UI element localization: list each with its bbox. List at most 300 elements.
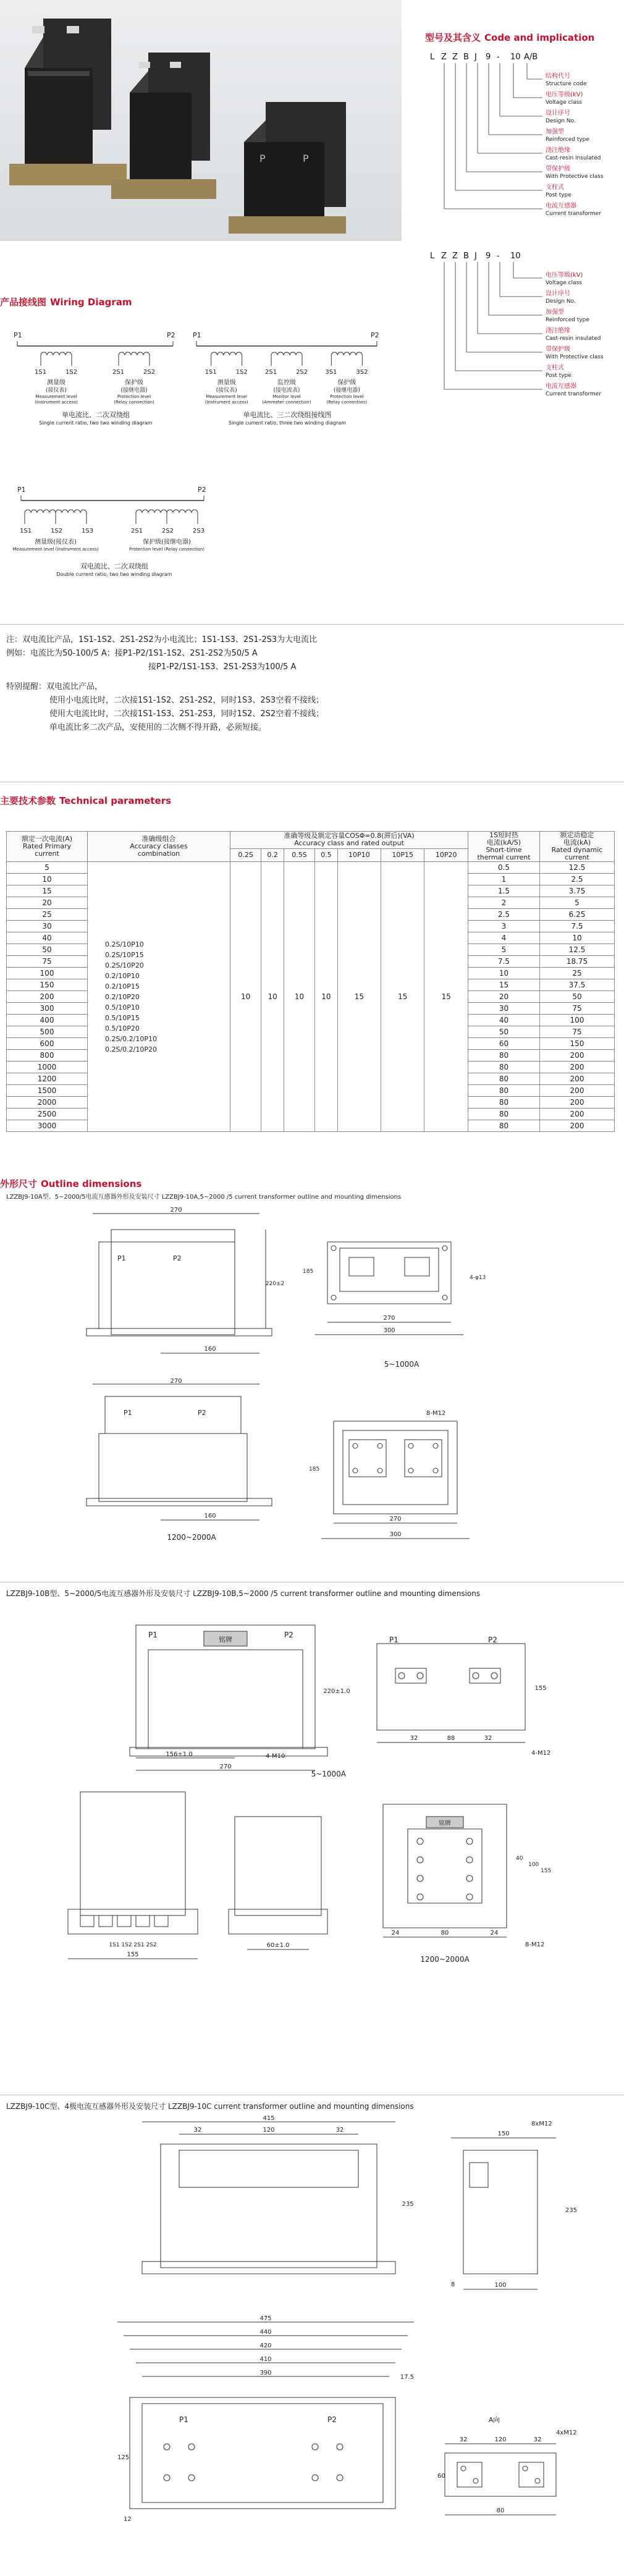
drawing-label: Protection level (Relay connection) xyxy=(129,547,204,552)
drawing-label: 220±2 xyxy=(265,1281,284,1287)
header-acc-col: 0.2S xyxy=(230,848,261,861)
cell-rated-current: 2000 xyxy=(7,1097,88,1109)
outline-title-en: Outline dimensions xyxy=(41,1178,142,1189)
drawing-label: 双电流比、二次双绕组 xyxy=(80,562,148,570)
code-section-title xyxy=(425,31,594,44)
outline-a1-front xyxy=(80,1205,284,1378)
drawing-label: Post type xyxy=(546,373,571,379)
drawing-label: P1 xyxy=(117,1254,126,1262)
coil-winding xyxy=(331,352,362,355)
drawing-circle xyxy=(377,1468,382,1473)
drawing-label: 17.5 xyxy=(400,2374,414,2381)
wiring-section-title xyxy=(0,295,132,308)
drawing-circle xyxy=(164,2475,170,2481)
wiring-diagram-1 xyxy=(6,327,192,433)
cell-thermal: 30 xyxy=(468,1003,540,1015)
combo-item: 0.2/10P10 xyxy=(105,971,140,980)
outline-b1-front xyxy=(124,1607,358,1780)
drawing-label: 1S2 xyxy=(51,528,63,534)
code-tree-1 xyxy=(425,48,623,227)
combo-item: 0.2/10P20 xyxy=(105,992,140,1001)
drawing-label: 300 xyxy=(389,1531,402,1538)
drawing-label: Cast-resin insulated xyxy=(546,336,601,342)
cell-rated-current: 25 xyxy=(7,909,88,921)
code-title-cn: 型号及其含义 xyxy=(425,32,481,43)
outline-sub-b: LZZBJ9-10B型、5~2000/5电流互感器外形及安装尺寸 LZZBJ9-10B,5~2000 /5 current transformer outline and mounting dimensions xyxy=(6,1589,481,1598)
cell-thermal: 10 xyxy=(468,968,540,979)
wiring-title-en: Wiring Diagram xyxy=(50,297,132,308)
header-accuracy-class xyxy=(230,832,468,849)
drawing-label: 120 xyxy=(494,2436,507,2443)
drawing-label: 150 xyxy=(497,2130,510,2137)
coil-winding xyxy=(41,352,72,355)
drawing-label: 监控级 xyxy=(277,379,296,386)
drawing-circle xyxy=(466,1838,473,1844)
drawing-label: 156±1.0 xyxy=(166,1751,193,1758)
drawing-circle xyxy=(188,2444,195,2450)
drawing-label: P2 xyxy=(488,1636,497,1644)
drawing-label: 电压等级(kV) xyxy=(546,91,583,98)
cell-thermal: 15 xyxy=(468,979,540,991)
header-text: current xyxy=(35,850,59,858)
drawing-label: Single current ratio, three two winding diagram xyxy=(229,420,346,426)
drawing-label: 保护级 xyxy=(337,379,356,386)
cell-rated-current: 40 xyxy=(7,932,88,944)
cell-dynamic: 200 xyxy=(540,1050,615,1062)
drawing-label: 270 xyxy=(170,1207,182,1214)
cell-rated-current: 1200 xyxy=(7,1073,88,1085)
drawing-label: 支柱式 xyxy=(546,184,564,191)
cell-dynamic: 200 xyxy=(540,1073,615,1085)
drawing-label: 结构代号 xyxy=(546,73,570,80)
cell-dynamic: 200 xyxy=(540,1120,615,1132)
drawing-label: 1S1 xyxy=(20,528,32,534)
note-line-3: 接P1-P2/1S1-1S3、2S1-2S3为100/5 A xyxy=(148,662,297,672)
drawing-label: 410 xyxy=(259,2356,272,2363)
drawing-label: 5~1000A xyxy=(384,1360,420,1369)
drawing-circle xyxy=(353,1443,358,1448)
drawing-b1-front xyxy=(124,1607,358,1780)
outline-sub-a: LZZBJ9-10A型、5~2000/5电流互感器外形及安装尺寸 LZZBJ9-10A,5~2000 /5 current transformer outline and mounting dimensions xyxy=(6,1194,402,1201)
drawing-label: Current transformer xyxy=(546,211,602,217)
drawing-label: P1 xyxy=(14,331,22,339)
drawing-label: 1S2 xyxy=(235,369,248,376)
cell-rated-current: 100 xyxy=(7,968,88,979)
note-line-2: 例如：电流比为50-100/5 A；接P1-P2/1S1-1S2、2S1-2S2为50/5 A xyxy=(6,649,258,658)
drawing-label: With Protective class xyxy=(546,174,604,180)
combo-item: 0.5/10P10 xyxy=(105,1003,140,1011)
drawing-label: 60 xyxy=(437,2473,445,2480)
cell-rated-current: 20 xyxy=(7,897,88,909)
drawing-rect xyxy=(405,1257,429,1276)
drawing-label: - xyxy=(497,53,500,62)
drawing-label: 10 xyxy=(510,251,521,261)
coil-winding xyxy=(25,510,86,513)
drawing-label: 300 xyxy=(383,1327,395,1334)
wiring-schematic-3 xyxy=(12,482,272,606)
outline-c1-front xyxy=(124,2113,420,2305)
cell-thermal: 1.5 xyxy=(468,885,540,897)
drawing-label: 160 xyxy=(204,1346,216,1353)
drawing-circle xyxy=(433,1468,438,1473)
drawing-label: 带保护级 xyxy=(546,346,570,353)
drawing-label: A/B xyxy=(524,53,538,62)
drawing-label: 浇注绝缘 xyxy=(546,327,570,334)
drawing-label: Z xyxy=(452,53,458,62)
outline-a2-front xyxy=(80,1378,284,1545)
drawing-circle xyxy=(312,2444,318,2450)
tech-title-cn: 主要技术参数 xyxy=(0,795,56,806)
drawing-circle xyxy=(523,2466,528,2471)
drawing-label: P1 xyxy=(148,1631,158,1639)
outline-sub-c: LZZBJ9-10C型、4极电流互感器外形及安装尺寸 LZZBJ9-10C current transformer outline and mounting dimensions xyxy=(6,2102,414,2111)
drawing-label: 单电流比、二次双绕组 xyxy=(62,411,130,419)
header-acc-col: 0.5 xyxy=(315,848,338,861)
drawing-rect xyxy=(179,2150,358,2187)
drawing-label: 440 xyxy=(259,2329,272,2336)
drawing-circle xyxy=(312,2475,318,2481)
drawing-label: 120 xyxy=(263,2127,275,2134)
drawing-label: 185 xyxy=(303,1269,314,1275)
drawing-label: 带保护级 xyxy=(546,166,570,172)
combo-item: 0.2S/10P20 xyxy=(105,961,144,969)
drawing-label: 单电流比、三二次绕组接线图 xyxy=(243,411,332,419)
drawing-label: 155 xyxy=(127,1951,139,1958)
cell-thermal: 3 xyxy=(468,921,540,932)
drawing-label: 2S1 xyxy=(112,369,125,376)
drawing-label: 4-φ13 xyxy=(470,1275,486,1281)
header-dynamic-current xyxy=(540,832,615,862)
drawing-rect xyxy=(445,2453,556,2496)
outline-b2-top xyxy=(371,1792,568,1965)
cell-acc-value: 15 xyxy=(424,862,468,1132)
drawing-label: (接继电器) xyxy=(333,387,360,394)
transformer-photo-icon xyxy=(0,0,402,241)
coil-winding xyxy=(211,352,242,355)
drawing-label: Design No. xyxy=(546,118,576,124)
cell-rated-current: 30 xyxy=(7,921,88,932)
cell-acc-value: 10 xyxy=(315,862,338,1132)
drawing-circle xyxy=(442,1295,447,1300)
drawing-label: P2 xyxy=(173,1254,182,1262)
drawing-rect xyxy=(136,1915,150,1927)
cell-rated-current: 3000 xyxy=(7,1120,88,1132)
cell-rated-current: 150 xyxy=(7,979,88,991)
drawing-label: 支柱式 xyxy=(546,365,564,371)
drawing-label: 电压等级(kV) xyxy=(546,272,583,279)
drawing-rect xyxy=(111,1230,235,1335)
drawing-label: 1S1 1S2 2S1 2S2 xyxy=(109,1942,157,1948)
drawing-label: P2 xyxy=(167,331,175,339)
drawing-circle xyxy=(535,2478,540,2483)
drawing-rect xyxy=(235,1817,321,1915)
drawing-label: P1 xyxy=(193,331,201,339)
drawing-label: 415 xyxy=(263,2115,275,2122)
combo-item: 0.5/10P20 xyxy=(105,1024,140,1033)
outline-c2-top xyxy=(105,2311,426,2570)
drawing-label: 155 xyxy=(534,1685,547,1692)
drawing-rect xyxy=(519,2462,544,2487)
cell-dynamic: 5 xyxy=(540,897,615,909)
header-text: Accuracy class and rated output xyxy=(294,839,404,848)
cell-thermal: 80 xyxy=(468,1050,540,1062)
wiring-schematic-1 xyxy=(6,327,192,433)
drawing-label: 235 xyxy=(402,2201,414,2208)
cell-dynamic: 200 xyxy=(540,1109,615,1120)
drawing-label: 8xM12 xyxy=(531,2121,552,2127)
drawing-circle xyxy=(433,1443,438,1448)
drawing-label: Z xyxy=(441,251,447,261)
drawing-label: Z xyxy=(452,251,458,261)
cell-thermal: 50 xyxy=(468,1026,540,1038)
code-diagram-1 xyxy=(425,48,623,227)
drawing-label: Measurement level xyxy=(206,394,248,399)
cell-dynamic: 3.75 xyxy=(540,885,615,897)
cell-thermal: 7.5 xyxy=(468,956,540,968)
drawing-label: 32 xyxy=(410,1735,418,1742)
drawing-label: 2S1 xyxy=(265,369,277,376)
wiring-diagram-2 xyxy=(185,327,402,433)
drawing-rect xyxy=(334,1421,457,1514)
drawing-label: 420 xyxy=(259,2342,272,2349)
drawing-label: J xyxy=(474,53,477,62)
drawing-label: 1S1 xyxy=(35,369,47,376)
code-tree-2 xyxy=(425,247,623,408)
drawing-label: 3S2 xyxy=(356,369,368,376)
outline-a1-top xyxy=(290,1205,513,1378)
header-rated-current xyxy=(7,832,88,862)
cell-rated-current: 2500 xyxy=(7,1109,88,1120)
divider xyxy=(0,624,624,625)
drawing-rect xyxy=(229,1909,327,1934)
combo-item: 0.5/10P15 xyxy=(105,1013,140,1022)
drawing-label: Protection level xyxy=(330,394,364,399)
outline-title-cn: 外形尺寸 xyxy=(0,1178,38,1189)
drawing-label: (接继电器) xyxy=(120,387,148,394)
drawing-circle xyxy=(466,1875,473,1881)
header-acc-col: 10P15 xyxy=(381,848,424,861)
cell-dynamic: 12.5 xyxy=(540,944,615,956)
drawing-label: L xyxy=(430,251,435,261)
cell-dynamic: 75 xyxy=(540,1003,615,1015)
note-line-5: 使用小电流比时，二次接1S1-1S2、2S1-2S2，同时1S3、2S3空着不接线； xyxy=(49,696,324,705)
drawing-circle xyxy=(408,1443,413,1448)
drawing-label: 1S1 xyxy=(204,369,217,376)
drawing-label: 8-M12 xyxy=(525,1941,545,1948)
drawing-label: 4-M10 xyxy=(266,1753,285,1760)
header-text: 电流(kA/S) xyxy=(486,838,521,847)
drawing-label: A向 xyxy=(488,2416,500,2424)
combo-item: 0.2S/10P10 xyxy=(105,940,144,948)
drawing-rect xyxy=(99,1434,247,1501)
drawing-label: (接仪表) xyxy=(45,387,67,394)
drawing-label: P2 xyxy=(327,2415,337,2424)
drawing-label: 88 xyxy=(447,1735,455,1742)
drawing-rect xyxy=(327,1242,451,1304)
drawing-label: 铭牌 xyxy=(219,1636,232,1644)
drawing-label: Voltage class xyxy=(546,280,582,286)
drawing-a1-top xyxy=(290,1205,513,1378)
drawing-rect xyxy=(395,1668,426,1683)
header-text: 额定动稳定 xyxy=(560,831,594,839)
drawing-circle xyxy=(417,1838,423,1844)
drawing-label: 9 xyxy=(486,53,491,62)
tech-section-title xyxy=(0,794,171,807)
drawing-label: 铭牌 xyxy=(439,1820,451,1827)
outline-section-title xyxy=(0,1177,141,1190)
cell-rated-current: 500 xyxy=(7,1026,88,1038)
cell-thermal: 5 xyxy=(468,944,540,956)
drawing-label: 155 xyxy=(541,1868,552,1874)
drawing-label: B xyxy=(463,251,469,261)
drawing-label: Measurement level (Instrument access) xyxy=(12,547,99,552)
drawing-label: 2S2 xyxy=(162,528,174,534)
drawing-circle xyxy=(491,1673,497,1679)
cell-thermal: 80 xyxy=(468,1073,540,1085)
drawing-b2-front xyxy=(62,1780,358,1983)
drawing-label: 5~1000A xyxy=(311,1770,346,1778)
cell-thermal: 80 xyxy=(468,1062,540,1073)
drawing-label: 电流互感器 xyxy=(546,203,576,209)
drawing-label: (Instrument access) xyxy=(35,400,78,405)
drawing-circle xyxy=(353,1468,358,1473)
drawing-rect xyxy=(130,2397,395,2509)
outline-a2-top xyxy=(284,1390,519,1563)
header-text: 准确等级及额定容量COSΦ=0.8(滞后)(VA) xyxy=(284,832,415,840)
cell-thermal: 40 xyxy=(468,1015,540,1026)
drawing-label: Protection level xyxy=(117,394,151,399)
drawing-c2-top xyxy=(105,2311,426,2570)
drawing-label: 270 xyxy=(219,1763,232,1770)
drawing-rect xyxy=(457,2462,482,2487)
drawing-label: (接仪表) xyxy=(216,387,237,394)
header-text: current xyxy=(565,853,589,861)
outline-b2-front xyxy=(62,1780,358,1983)
drawing-label: Reinforced type xyxy=(546,137,589,143)
drawing-rect xyxy=(68,1909,198,1934)
drawing-circle xyxy=(461,2466,466,2471)
drawing-rect xyxy=(154,1915,168,1927)
header-text: Rated Primary xyxy=(22,842,72,850)
cell-acc-value: 15 xyxy=(337,862,381,1132)
cell-dynamic: 25 xyxy=(540,968,615,979)
drawing-c2-view xyxy=(432,2410,605,2533)
cell-dynamic: 50 xyxy=(540,991,615,1003)
drawing-label: 60±1.0 xyxy=(266,1942,290,1949)
drawing-a2-front xyxy=(80,1378,284,1545)
drawing-label: Single current ratio, two two winding diagram xyxy=(39,420,153,426)
drawing-circle xyxy=(473,1673,479,1679)
drawing-label: With Protective class xyxy=(546,354,604,360)
drawing-label: 电流互感器 xyxy=(546,383,576,390)
combo-item: 0.2S/0.2/10P20 xyxy=(105,1045,158,1054)
note-line-1: 注：双电流比产品，1S1-1S2、2S1-2S2为小电流比；1S1-1S3、2S1-2S3为大电流比 xyxy=(6,635,318,644)
drawing-label: 40 xyxy=(516,1856,523,1862)
drawing-label: 4-M12 xyxy=(531,1750,551,1757)
header-text: combination xyxy=(137,850,180,858)
drawing-label: 加强型 xyxy=(546,309,564,316)
note-line-4: 特别提醒：双电流比产品， xyxy=(6,682,103,691)
table-row xyxy=(7,862,615,874)
drawing-rect xyxy=(142,2404,383,2502)
cell-dynamic: 100 xyxy=(540,1015,615,1026)
combo-item: 0.2/10P15 xyxy=(105,982,140,990)
note-line-6: 使用大电流比时，二次接1S1-1S3、2S1-2S3，同时1S2、2S2空着不接线； xyxy=(49,709,324,719)
drawing-label: P2 xyxy=(371,331,379,339)
drawing-label: 390 xyxy=(259,2370,272,2376)
drawing-label: 2S2 xyxy=(296,369,308,376)
drawing-circle xyxy=(398,1673,405,1679)
header-text: thermal current xyxy=(477,853,531,861)
drawing-label: Reinforced type xyxy=(546,317,589,323)
drawing-label: 475 xyxy=(259,2315,272,2322)
drawing-rect xyxy=(80,1915,94,1927)
drawing-label: Voltage class xyxy=(546,99,582,106)
cell-rated-current: 5 xyxy=(7,862,88,874)
cell-dynamic: 37.5 xyxy=(540,979,615,991)
cell-acc-value: 10 xyxy=(284,862,314,1132)
drawing-label: 80 xyxy=(496,2507,505,2514)
header-acc-col: 10P20 xyxy=(424,848,468,861)
code-diagram-2 xyxy=(425,247,623,408)
cell-thermal: 80 xyxy=(468,1085,540,1097)
wiring-title-cn: 产品接线图 xyxy=(0,297,47,308)
drawing-label: (Instrument access) xyxy=(204,400,248,405)
drawing-label: 80 xyxy=(441,1930,449,1936)
drawing-label: P1 xyxy=(17,486,26,494)
drawing-label: 浇注绝缘 xyxy=(546,147,570,154)
drawing-label: 2S2 xyxy=(143,369,156,376)
drawing-rect xyxy=(377,1644,525,1730)
drawing-label: B xyxy=(463,53,469,62)
drawing-circle xyxy=(417,1894,423,1900)
outline-c1-side xyxy=(432,2113,593,2317)
drawing-label: P2 xyxy=(284,1631,293,1639)
cell-rated-current: 300 xyxy=(7,1003,88,1015)
drawing-label: 100 xyxy=(494,2282,507,2289)
drawing-circle xyxy=(442,1246,447,1251)
drawing-label: 测量级 xyxy=(217,379,236,386)
cell-rated-current: 800 xyxy=(7,1050,88,1062)
cell-dynamic: 150 xyxy=(540,1038,615,1050)
combo-item: 0.2S/0.2/10P10 xyxy=(105,1034,158,1043)
cell-dynamic: 7.5 xyxy=(540,921,615,932)
drawing-rect xyxy=(405,1440,442,1477)
drawing-label: 测量级(接仪表) xyxy=(35,539,77,546)
combo-item: 0.2S/10P15 xyxy=(105,950,144,959)
drawing-label: Z xyxy=(441,53,447,62)
drawing-label: 设计序号 xyxy=(546,290,570,297)
tech-title-en: Technical parameters xyxy=(59,795,172,806)
header-text: 额定一次电流(A) xyxy=(21,835,73,843)
drawing-label: 保护级 xyxy=(125,379,143,386)
drawing-label: Cast-resin insulated xyxy=(546,155,601,161)
product-photo xyxy=(0,0,402,241)
drawing-circle xyxy=(331,1246,336,1251)
drawing-rect xyxy=(343,1430,448,1505)
header-accuracy-combo xyxy=(88,832,230,862)
drawing-rect xyxy=(349,1257,374,1276)
drawing-label: 1S3 xyxy=(82,528,94,534)
drawing-label: 220±1.0 xyxy=(323,1688,350,1695)
cell-rated-current: 15 xyxy=(7,885,88,897)
cell-acc-value: 10 xyxy=(261,862,284,1132)
drawing-label: 32 xyxy=(459,2436,468,2443)
header-text: Rated dynamic xyxy=(551,846,603,854)
drawing-c1-front xyxy=(124,2113,420,2305)
drawing-label: J xyxy=(474,251,477,261)
drawing-label: 32 xyxy=(193,2127,202,2134)
